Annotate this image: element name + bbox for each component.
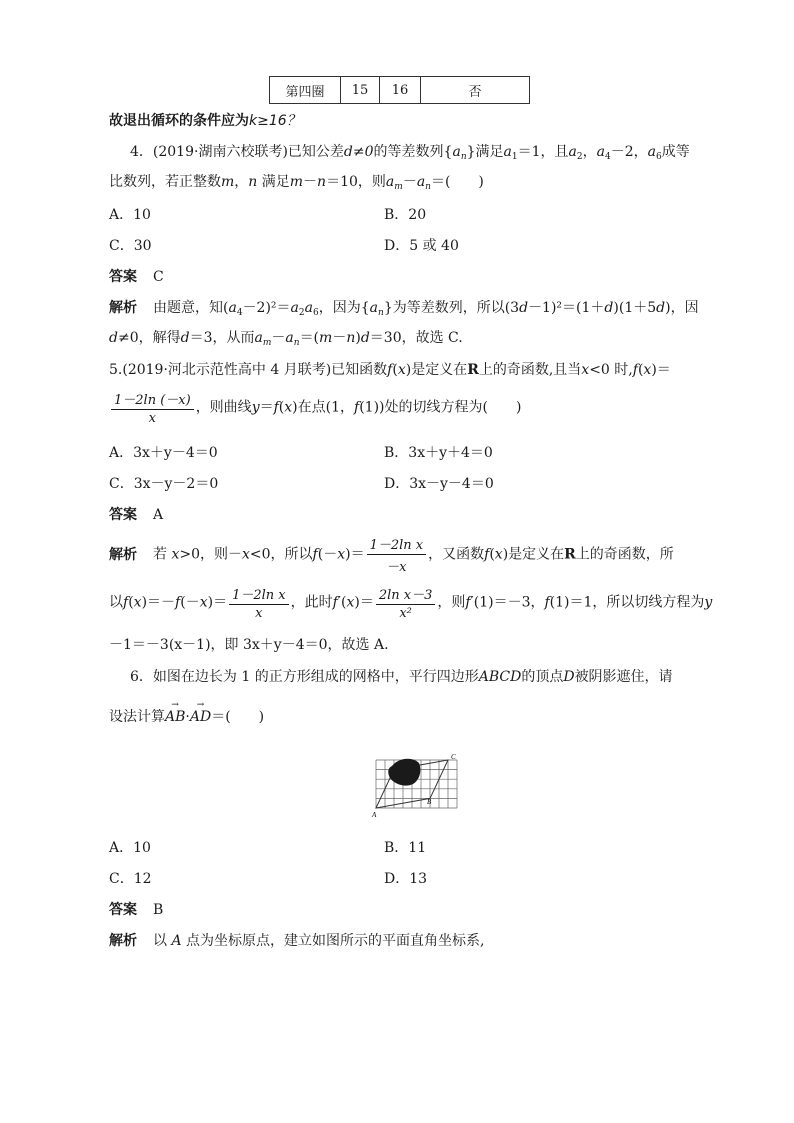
analysis-text: 由题意，知: [153, 300, 223, 316]
q4-stem-line1: 4．(2019·湖南六校联考)已知公差d≠0的等差数列$\{a_n\}$满足$a_1=1$，且$a_2$，$a_4-2$，$a_6$成等: [130, 144, 690, 162]
q6-stem-text: 的顶点: [521, 669, 564, 685]
q6-stem-abcd: ABCD: [478, 669, 522, 685]
table-cell: 15: [341, 77, 380, 104]
q5-stem-text: ，则曲线: [195, 399, 252, 416]
analysis-text: ＝(: [299, 330, 320, 346]
table-cell: 否: [421, 77, 530, 104]
analysis-text: ): [355, 330, 361, 346]
answer-value: B: [153, 902, 164, 918]
analysis-text: ≠0，解得: [117, 330, 181, 346]
q5-stem-line2: $\frac{1-2\ln (-x)}{x}$ ，则曲线y＝f(x)在点(1，f(1))处的切线方程为( ): [109, 389, 521, 426]
loop-exit-line: [109, 110, 301, 130]
vertex-a-label: A: [372, 811, 377, 819]
analysis-text: (1)＝1，所以切线方程为: [549, 594, 705, 611]
q6-stem-text: 被阴影遮住，请: [574, 669, 673, 685]
analysis-text: ，则: [437, 594, 466, 611]
analysis-text: 是定义在: [508, 546, 565, 563]
answer-value: C: [153, 269, 164, 285]
table-cell: 第四圈: [270, 77, 341, 104]
q4-option-b: B．20: [384, 207, 427, 223]
q4-stem-d: d≠0: [343, 144, 374, 160]
q5-option-d: D．3x－y－4＝0: [384, 476, 494, 492]
q4-stem-text: 满足: [261, 174, 290, 190]
q5-analysis-line2: 以f(x)＝－f(－x)＝ $\frac{\text{1－2ln x}}{x}$ ，此时f′(x)＝ $\frac{\text{2ln x－3}}{\text{x²}}$ ，则f′(1)＝－3，f(1)＝1，所以切线方程为y: [109, 584, 712, 621]
analysis-text: ＝－: [147, 594, 176, 611]
q5-analysis-line1: 解析 若 x>0，则－x<0，所以f(－x)＝ $\frac{\text{1－2ln x}}{-x}$ ，又函数f(x)是定义在R上的奇函数，所: [109, 534, 674, 575]
q4-option-a: A．10: [109, 207, 151, 223]
q4-option-c: C．30: [109, 238, 152, 254]
analysis-text: <0，所以: [249, 546, 313, 563]
q6-option-c: C．12: [109, 871, 152, 887]
fraction-numerator: 2ln x－3: [376, 584, 436, 605]
loop-exit-condition: k≥16？: [249, 113, 301, 129]
q5-fraction-numerator: 1－2ln (－x): [111, 389, 194, 410]
analysis-text: －1)²＝(1＋: [528, 300, 605, 316]
analysis-text: 上的奇函数，所: [575, 546, 674, 563]
fraction-denominator: x: [255, 606, 263, 621]
q5-stem-text: (1))处的切线方程为( ): [359, 399, 522, 416]
q5-fraction: [111, 389, 194, 426]
q5-stem-text: 在点(1，: [297, 399, 355, 416]
q6-answer: [109, 899, 163, 919]
q4-stem-text: 的等差数列{: [373, 144, 453, 160]
q5-option-c: C．3x－y－2＝0: [109, 476, 219, 492]
analysis-R: R: [564, 546, 576, 563]
answer-label: 答案: [109, 269, 137, 285]
q6-stem-text: ＝( ): [211, 709, 265, 725]
analysis-text: ，此时: [290, 594, 333, 611]
analysis-text: 以: [109, 594, 123, 611]
analysis-text: 点为坐标原点，建立如图所示的平面直角坐标系,: [186, 933, 485, 949]
analysis-text: (1)＝－3，: [473, 594, 545, 611]
q5-stem-text: <0 时,: [589, 362, 633, 378]
analysis-label: 解析: [109, 933, 137, 949]
analysis-text: )(1＋5: [613, 300, 657, 316]
fraction-numerator: 1－2ln x: [367, 534, 427, 555]
shadow-blob: [388, 759, 420, 786]
analysis-text: 若: [153, 546, 167, 563]
vertex-b-label: B: [427, 798, 432, 806]
q4-stem-line2: 比数列，若正整数m，n 满足m－n＝10，则$a_m-a_n=$( ): [109, 174, 484, 192]
q5-analysis-line3: －1＝－3(x－1)，即 3x＋y－4＝0，故选 A.: [109, 637, 389, 653]
analysis-text: ，因为{: [318, 300, 370, 316]
fraction-denominator: x²: [399, 606, 412, 621]
analysis-label: 解析: [109, 546, 137, 563]
q6-grid-figure: [370, 750, 465, 820]
loop-table: [269, 76, 530, 104]
q5-stem-line1: 5.(2019·河北示范性高中 4 月联考)已知函数f(x)是定义在R上的奇函数,且当x<0 时,f(x)＝: [109, 362, 671, 378]
q4-analysis-line1: 解析 由题意，知$(a_4-2)^2=a_2a_6$，因为$\{a_n\}$为等差数列，所以(3d－1)²＝(1＋d)(1＋5d)，因: [109, 300, 699, 318]
q5-fraction-denominator: x: [148, 411, 157, 426]
q6-option-b: B．11: [384, 840, 427, 856]
q6-option-a: A．10: [109, 840, 151, 856]
q4-stem-text: 成等: [661, 144, 690, 160]
analysis-text: ＝30，故选 C.: [369, 330, 463, 346]
loop-exit-text: 故退出循环的条件应为: [109, 113, 249, 129]
analysis-text: >0，则－: [179, 546, 242, 563]
q4-answer: [109, 266, 164, 286]
analysis-text: ＝: [359, 594, 374, 611]
q6-stem-line2: 设法计算→ AB·→ AD＝( ): [109, 706, 264, 726]
q4-stem-text: 比数列，若正整数: [109, 174, 221, 190]
q6-stem-d: D: [563, 669, 575, 685]
analysis-label: 解析: [109, 300, 137, 316]
q6-stem-text: 6．如图在边长为 1 的正方形组成的网格中，平行四边形: [130, 669, 479, 685]
q4-analysis-line2: d≠0，解得d＝3，从而$a_m-a_n=(m-n)d=30$，故选 C.: [109, 330, 463, 348]
analysis-fraction: [376, 584, 436, 621]
q4-option-d: D．5 或 40: [384, 238, 459, 254]
analysis-text: }为等差数列，所以(3: [383, 300, 520, 316]
q5-stem-text: ＝: [656, 362, 671, 378]
analysis-text: ＝3，从而: [189, 330, 255, 346]
vertex-c-label: C: [451, 753, 456, 761]
analysis-fraction: [367, 534, 427, 575]
q4-stem-text: }满足: [466, 144, 504, 160]
q5-option-a: A．3x＋y－4＝0: [109, 445, 218, 461]
q6-stem-text: 设法计算: [109, 709, 165, 725]
q5-stem-text: 上的奇函数,且当: [478, 362, 582, 378]
q4-stem-text: ，则: [357, 174, 386, 190]
q5-option-b: B．3x＋y＋4＝0: [384, 445, 493, 461]
analysis-text: 以: [153, 933, 167, 949]
analysis-text: ，又函数: [428, 546, 485, 563]
analysis-text: ＝: [213, 594, 228, 611]
q5-stem-R: R: [467, 362, 479, 378]
analysis-fraction: [229, 584, 289, 621]
q6-analysis-line1: [109, 930, 484, 950]
analysis-text: )，因: [665, 300, 699, 316]
fraction-numerator: 1－2ln x: [229, 584, 289, 605]
q4-stem-text: ，且: [540, 144, 569, 160]
q4-stem-text: 4．(2019·湖南六校联考)已知公差: [130, 144, 344, 160]
q5-stem-text: 是定义在: [411, 362, 468, 378]
fraction-denominator: －x: [386, 560, 407, 575]
analysis-point-a: A: [171, 933, 182, 949]
answer-label: 答案: [109, 902, 137, 918]
q5-stem-text: 5.(2019·河北示范性高中 4 月联考)已知函数: [109, 362, 388, 378]
q4-stem-text: ＝( ): [430, 174, 484, 190]
table-row: [270, 77, 530, 104]
analysis-text: －: [332, 330, 347, 346]
answer-label: 答案: [109, 507, 137, 523]
q6-stem-line1: [130, 666, 673, 686]
table-cell: 16: [380, 77, 421, 104]
q5-answer: [109, 504, 163, 524]
answer-value: A: [153, 507, 164, 523]
q6-option-d: D．13: [384, 871, 428, 887]
analysis-text: ＝: [350, 546, 365, 563]
